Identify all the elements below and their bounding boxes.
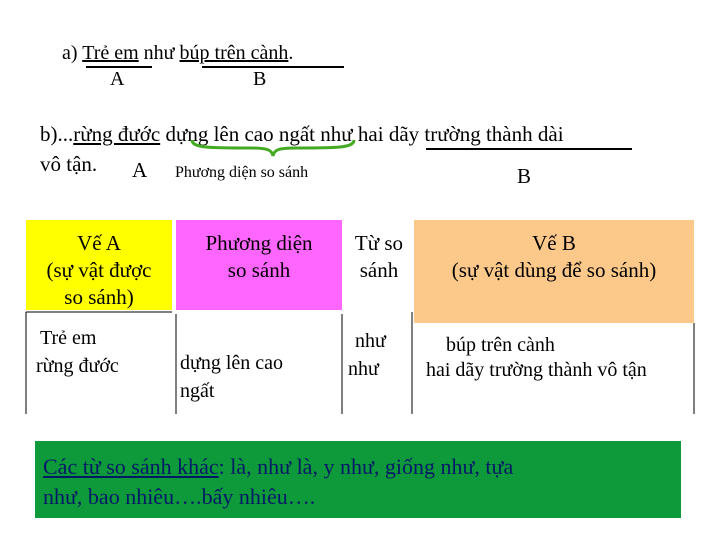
header-ve-b-line1: Vế B <box>532 231 576 255</box>
phuong-dien-row1: dựng lên cao <box>180 352 284 374</box>
note-underlined: Các từ so sánh khác <box>43 454 219 479</box>
marker-a-b: B <box>253 68 267 90</box>
tu-so-sanh-row2: như <box>348 358 379 380</box>
sentence-b-start: b)... <box>40 122 74 146</box>
sentence-a-label: a) <box>62 42 83 64</box>
header-ve-b-line2: (sự vật dùng để so sánh) <box>451 258 657 282</box>
header-phuong-dien-line1: Phương diện <box>205 231 313 255</box>
header-ve-a-line3: so sánh) <box>64 285 134 309</box>
marker-a-a: A <box>110 68 125 90</box>
sentence-a-part-b: búp trên cành <box>179 42 289 64</box>
note-line1 <box>43 454 513 480</box>
sentence-a-part-a: Trẻ em <box>82 42 139 64</box>
ve-b-row2: hai dãy trường thành vô tận <box>426 359 647 381</box>
header-ve-a-line2: (sự vật được <box>46 258 152 282</box>
sentence-b-line2: vô tận. <box>40 152 98 176</box>
sentence-b-part-a: rừng đước <box>73 122 161 146</box>
phuong-dien-row2: ngất <box>180 380 215 402</box>
marker-b-b: B <box>517 164 532 188</box>
sentence-a-end: . <box>288 42 294 64</box>
header-ve-a-line1: Vế A <box>77 231 121 255</box>
sentence-b-part-b: hai dãy trường thành dài <box>357 122 564 146</box>
sentence-a-between: như <box>138 42 180 64</box>
sentence-b-middle: dựng lên cao ngất <box>160 122 316 146</box>
aspect-note: Phương diện so sánh <box>175 164 309 181</box>
ve-a-row1: Trẻ em <box>40 327 97 349</box>
ve-a-row2: rừng đước <box>36 355 119 377</box>
note-rest: : là, như là, y như, giống như, tựa <box>218 454 514 479</box>
marker-b-a: A <box>132 158 148 182</box>
sentence-b-nhu: như <box>315 122 358 146</box>
note-line2: như, bao nhiêu….bấy nhiêu…. <box>43 484 316 509</box>
header-tu-so-sanh-line2: sánh <box>359 258 399 282</box>
tu-so-sanh-row1: như <box>355 330 386 352</box>
header-tu-so-sanh-line1: Từ so <box>354 231 404 255</box>
ve-b-row1: búp trên cành <box>446 334 555 356</box>
header-phuong-dien-line2: so sánh <box>227 258 291 282</box>
